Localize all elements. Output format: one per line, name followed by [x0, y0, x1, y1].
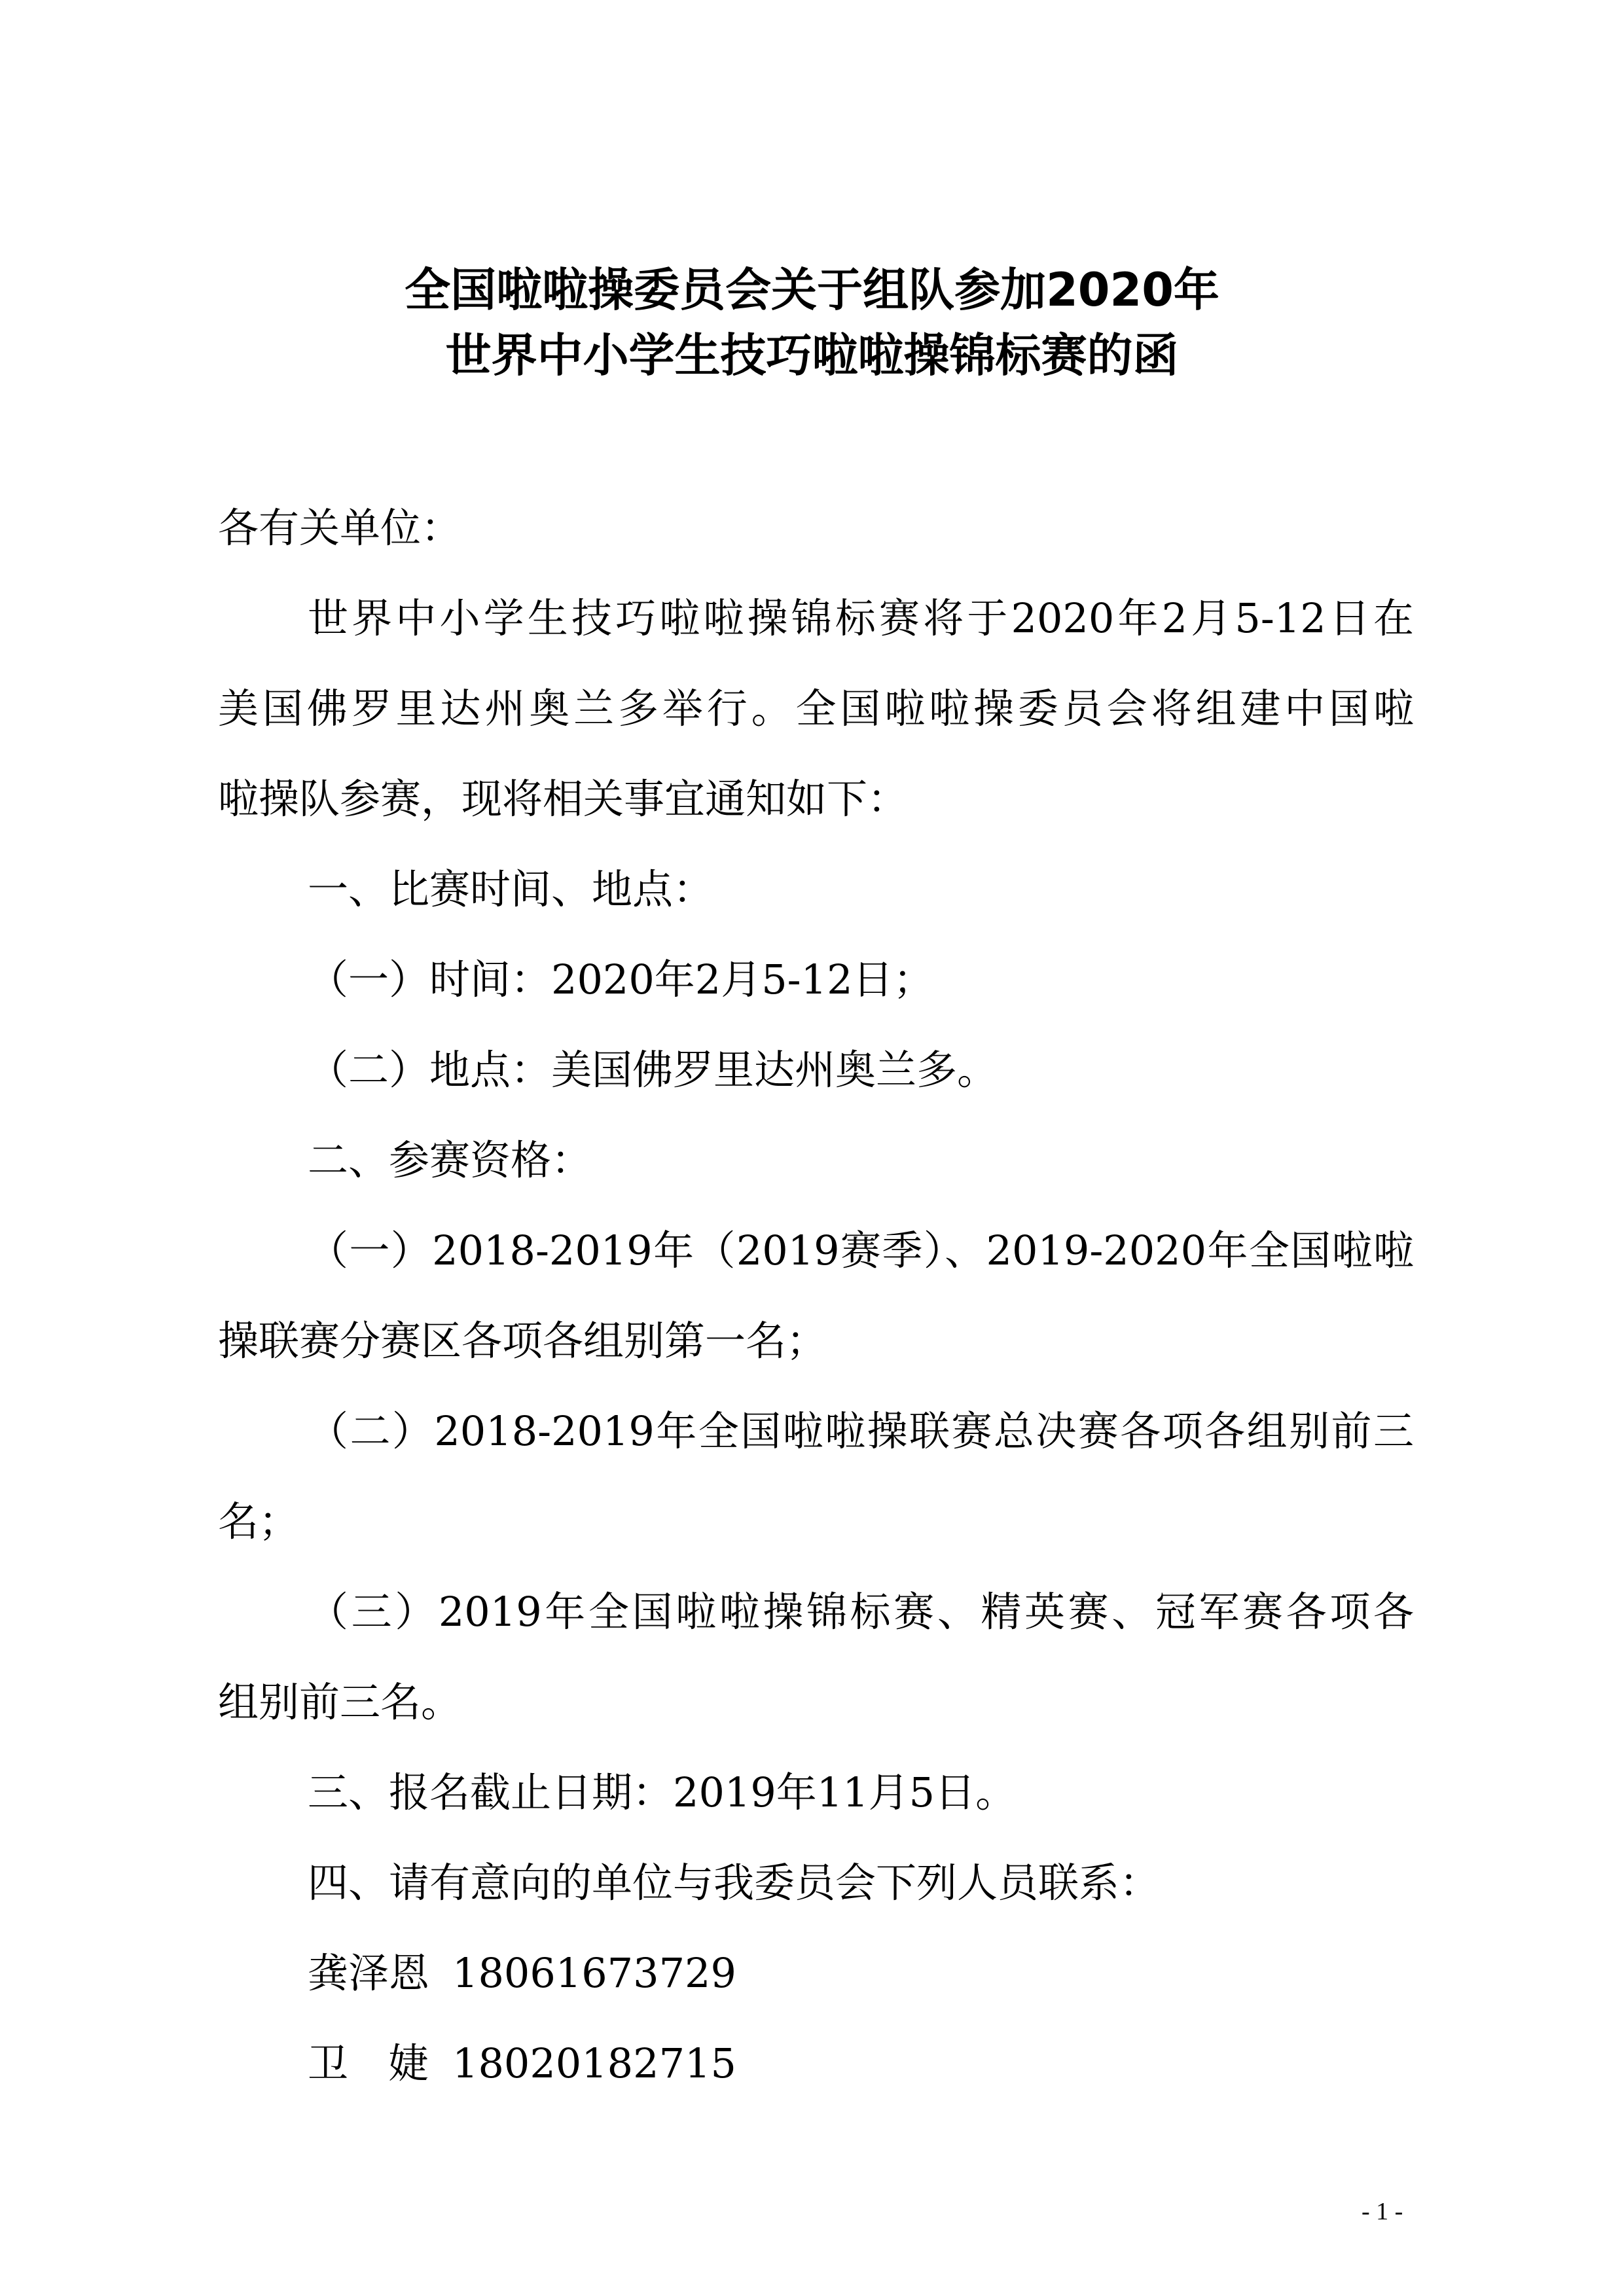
- section-2-heading: 二、参赛资格：: [308, 1136, 592, 1184]
- salutation: 各有关单位：: [218, 504, 462, 552]
- contact-name: 龚泽恩: [308, 1949, 430, 1997]
- page-number: - 1 -: [1362, 2198, 1403, 2225]
- contact-entry: [308, 1949, 736, 1997]
- section-2-item-1-line-1: （一）2018-2019年（2019赛季）、2019-2020年全国啦啦: [308, 1227, 1414, 1274]
- section-3-heading: 三、报名截止日期：2019年11月5日。: [308, 1768, 1017, 1816]
- intro-line-2: 美国佛罗里达州奥兰多举行。全国啦啦操委员会将组建中国啦: [218, 685, 1414, 732]
- contact-phone: 18020182715: [452, 2039, 736, 2087]
- intro-line-3: 啦操队参赛，现将相关事宜通知如下：: [218, 775, 909, 823]
- title-line-2: 世界中小学生技巧啦啦操锦标赛的函: [445, 329, 1179, 382]
- section-2-item-2-line-1: （二）2018-2019年全国啦啦操联赛总决赛各项各组别前三: [308, 1407, 1414, 1455]
- section-1-heading: 一、比赛时间、地点：: [308, 865, 714, 913]
- section-1-item-1: （一）时间：2020年2月5-12日；: [308, 956, 934, 1003]
- contact-phone: 18061673729: [452, 1949, 736, 1997]
- section-2-item-2-line-2: 名；: [218, 1498, 300, 1545]
- contact-entry: [308, 2039, 736, 2087]
- section-2-item-3-line-1: （三）2019年全国啦啦操锦标赛、精英赛、冠军赛各项各: [308, 1588, 1414, 1636]
- title-line-1: 全国啦啦操委员会关于组队参加2020年: [405, 263, 1219, 317]
- section-2-item-3-line-2: 组别前三名。: [218, 1678, 462, 1726]
- section-2-item-1-line-2: 操联赛分赛区各项各组别第一名；: [218, 1317, 827, 1365]
- contact-name: 卫婕: [308, 2039, 429, 2087]
- intro-line-1: 世界中小学生技巧啦啦操锦标赛将于2020年2月5-12日在: [308, 594, 1414, 642]
- section-1-item-2: （二）地点：美国佛罗里达州奥兰多。: [308, 1046, 998, 1094]
- section-4-heading: 四、请有意向的单位与我委员会下列人员联系：: [308, 1859, 1161, 1907]
